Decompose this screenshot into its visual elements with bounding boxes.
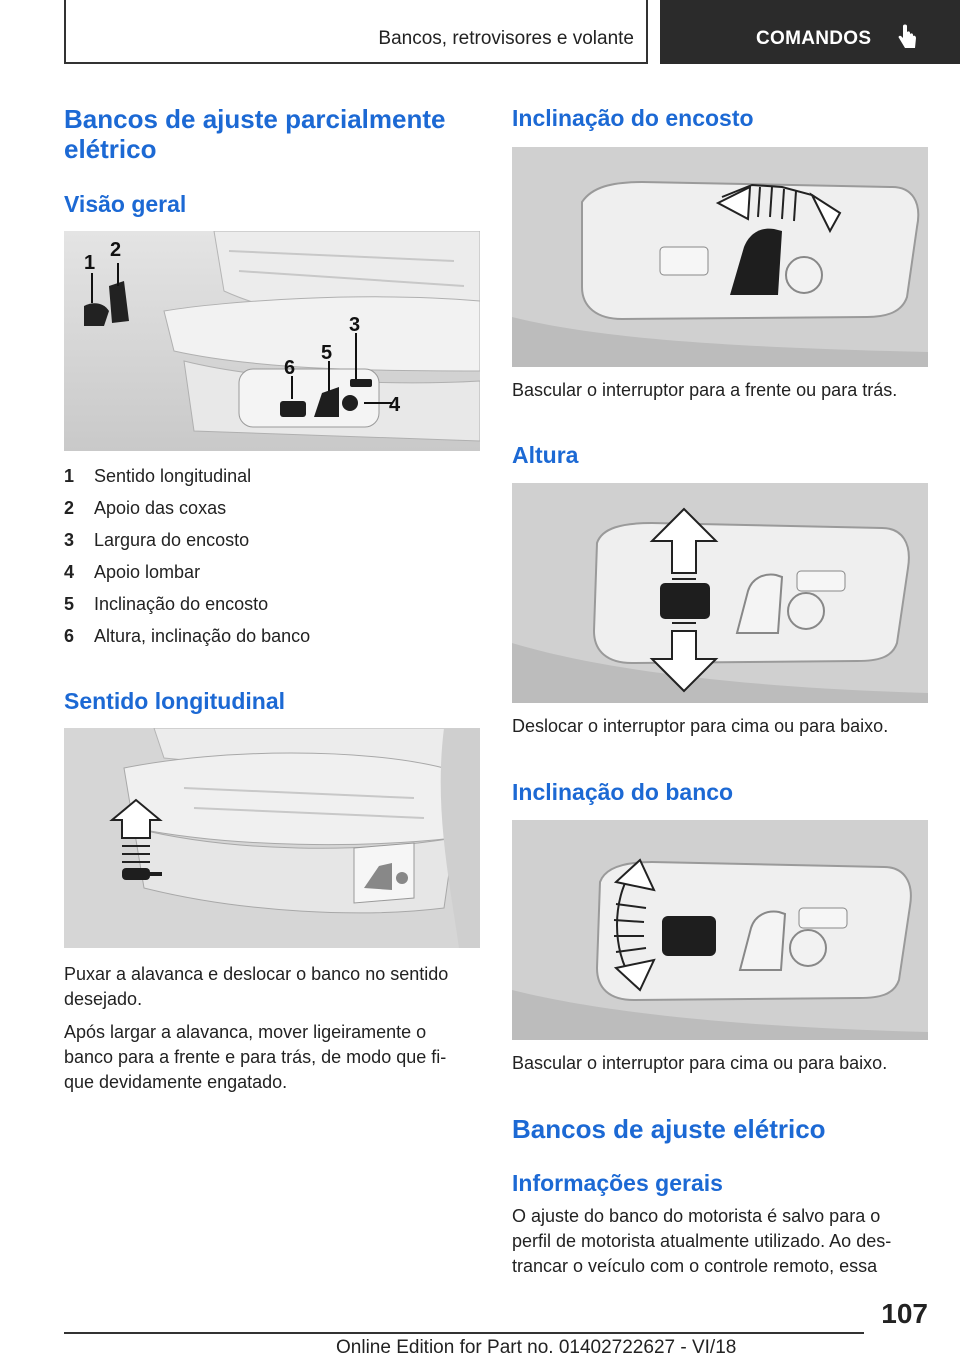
tilt-figure (512, 820, 928, 1040)
header-chapter-tab[interactable] (660, 0, 960, 64)
section-title-line1: Bancos de ajuste parcialmente (64, 104, 446, 134)
header-chapter-label: COMANDOS (756, 28, 872, 49)
text-line: Puxar a alavanca e deslocar o banco no sentido (64, 964, 449, 984)
callout-6: 6 (284, 357, 296, 379)
tilt-caption: Bascular o interruptor para cima ou para baixo. (512, 1053, 888, 1073)
longitudinal-heading: Sentido longitudinal (64, 688, 286, 714)
legend-text: Inclinação do encosto (94, 594, 269, 614)
header-section-box (64, 0, 648, 64)
backrest-heading: Inclinação do encosto (512, 105, 754, 131)
longitudinal-figure (64, 728, 480, 948)
backrest-figure (512, 147, 928, 367)
text-line: banco para a frente e para trás, de modo que fi‐ (64, 1047, 447, 1067)
legend-number: 4 (64, 562, 75, 582)
legend-item (64, 463, 251, 489)
text-line: que devidamente engatado. (64, 1072, 288, 1092)
height-figure (512, 483, 928, 703)
text-line: O ajuste do banco do motorista é salvo para o (512, 1206, 881, 1226)
callout-4: 4 (389, 394, 401, 416)
electric-seats-heading: Bancos de ajuste elétrico (512, 1114, 826, 1144)
text-line: Após largar a alavanca, mover ligeiramente o (64, 1022, 427, 1042)
section-title-line2: elétrico (64, 134, 157, 164)
longitudinal-para1 (64, 962, 448, 1012)
info-heading: Informações gerais (512, 1170, 723, 1196)
legend-text: Largura do encosto (94, 530, 250, 550)
text-line: perfil de motorista atualmente utilizado. Ao des‐ (512, 1231, 892, 1251)
legend-item (64, 591, 268, 617)
text-line: desejado. (64, 989, 143, 1009)
page-number: 107 (881, 1298, 928, 1329)
longitudinal-para2 (64, 1020, 446, 1095)
legend-item (64, 623, 310, 649)
tilt-heading: Inclinação do banco (512, 779, 734, 805)
height-heading: Altura (512, 442, 579, 468)
backrest-caption: Bascular o interruptor para a frente ou para trás. (512, 380, 898, 400)
legend-number: 1 (64, 466, 75, 486)
legend-text: Altura, inclinação do banco (94, 626, 311, 646)
legend-number: 2 (64, 498, 75, 518)
seat-overview-figure (64, 231, 480, 451)
overview-heading: Visão geral (64, 191, 187, 217)
legend-text: Apoio das coxas (94, 498, 227, 518)
legend-number: 6 (64, 626, 75, 646)
hand-pointer-icon (896, 24, 918, 52)
text-line: trancar o veículo com o controle remoto, essa (512, 1256, 878, 1276)
legend-number: 5 (64, 594, 75, 614)
callout-2: 2 (110, 239, 122, 261)
callout-3: 3 (349, 314, 361, 336)
legend-text: Apoio lombar (94, 562, 201, 582)
info-paragraph (512, 1204, 891, 1279)
legend-number: 3 (64, 530, 75, 550)
legend-item (64, 495, 226, 521)
legend-item (64, 559, 200, 585)
legend-item (64, 527, 249, 553)
header-section-title: Bancos, retrovisores e volante (378, 28, 634, 49)
callout-1: 1 (84, 252, 96, 274)
legend-text: Sentido longitudinal (94, 466, 252, 486)
height-caption: Deslocar o interruptor para cima ou para baixo. (512, 716, 889, 736)
callout-5: 5 (321, 342, 333, 364)
footer-divider (64, 1332, 864, 1334)
section-title (64, 104, 445, 164)
footer-edition: Online Edition for Part no. 01402722627 - VI/18 (336, 1337, 737, 1358)
